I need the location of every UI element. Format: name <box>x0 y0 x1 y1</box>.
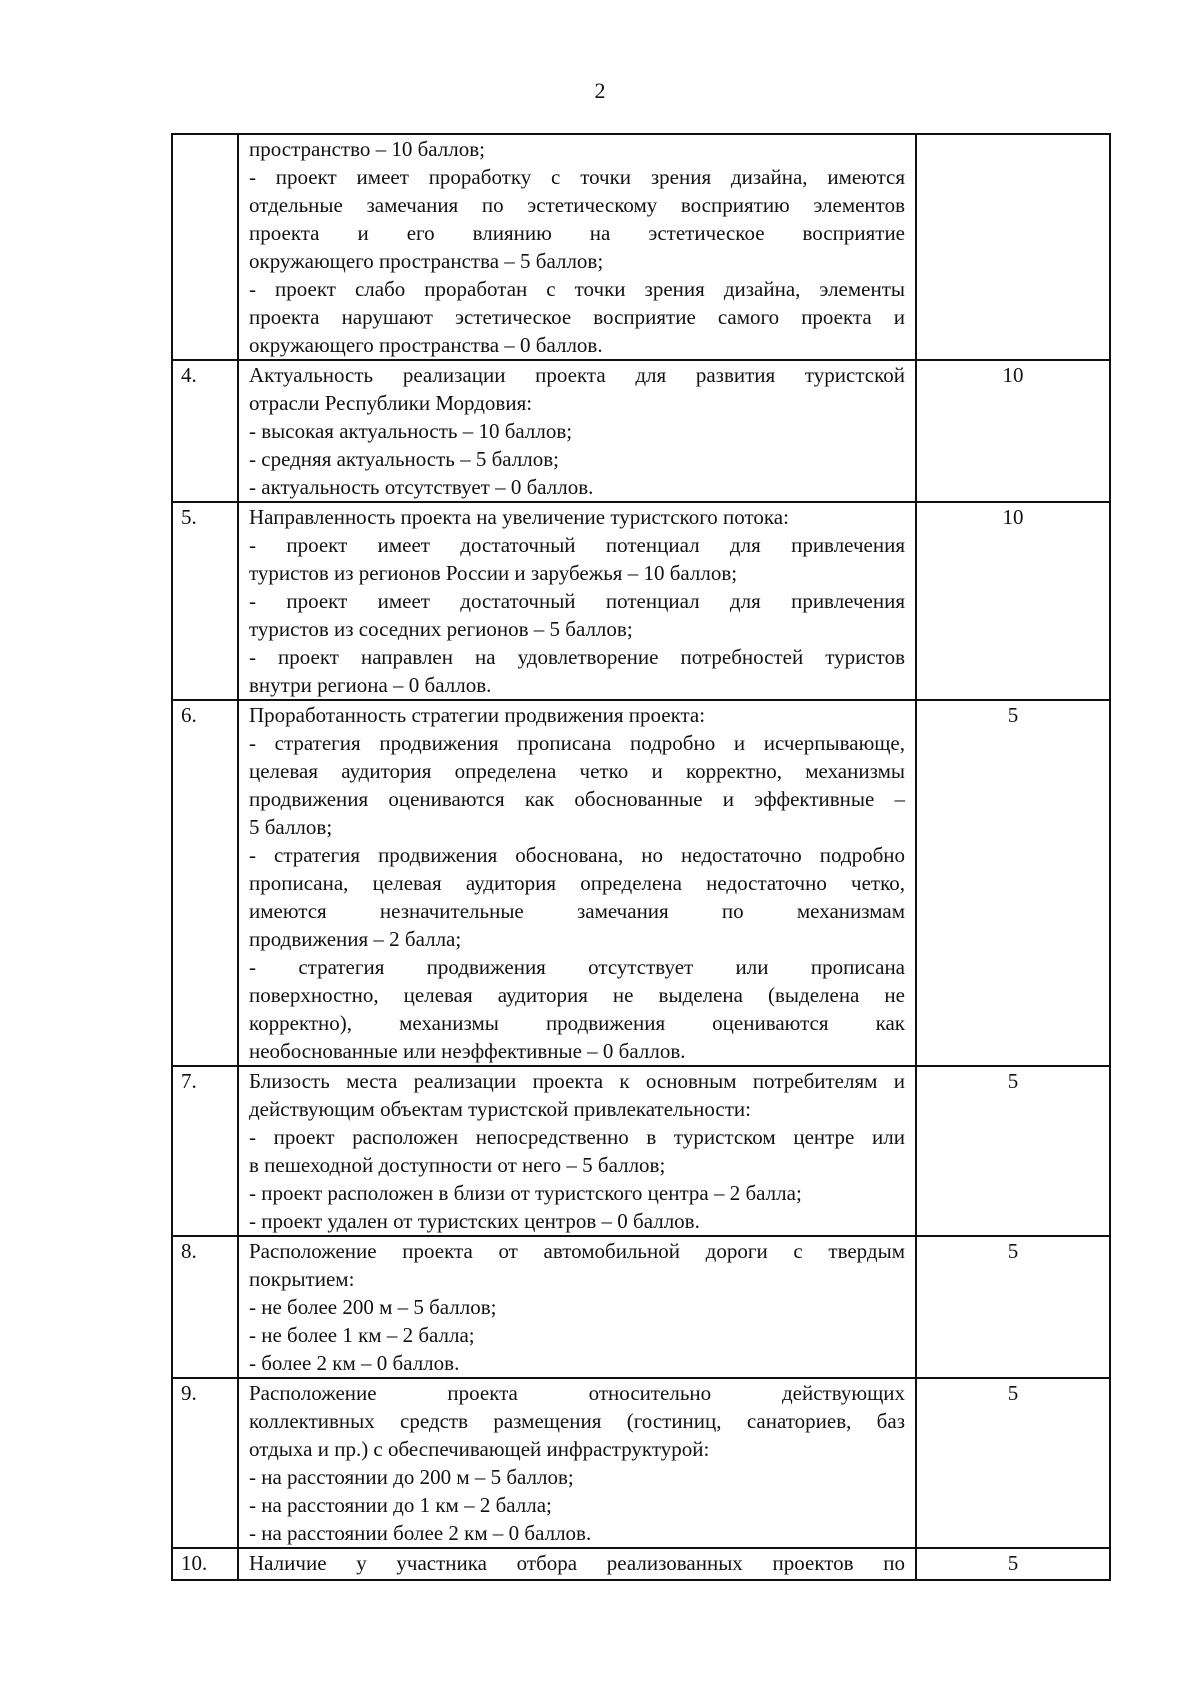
criterion-line: Проработанность стратегии продвижения проекта: <box>249 703 706 727</box>
criterion-number: 4. <box>172 360 238 502</box>
criterion-description <box>238 502 916 700</box>
criterion-line: - проект расположен непосредственно в туристском центре или <box>249 1125 905 1149</box>
criterion-line: пространство – 10 баллов; <box>249 137 485 161</box>
criterion-line: отдельные замечания по эстетическому восприятию элементов <box>249 193 905 217</box>
table-row <box>172 1548 1110 1580</box>
criterion-line: - стратегия продвижения обоснована, но недостаточно подробно <box>249 843 905 867</box>
criterion-number: 6. <box>172 700 238 1066</box>
criterion-line: целевая аудитория определена четко и корректно, механизмы <box>249 759 905 783</box>
max-score <box>916 134 1110 360</box>
criterion-line: отдыха и пр.) с обеспечивающей инфраструктурой: <box>249 1437 710 1461</box>
criterion-description <box>238 1548 916 1580</box>
criteria-table <box>171 133 1111 1581</box>
criterion-line: - на расстоянии до 200 м – 5 баллов; <box>249 1465 574 1489</box>
criterion-line: внутри региона – 0 баллов. <box>249 673 492 697</box>
table-row <box>172 502 1110 700</box>
criterion-number <box>172 134 238 360</box>
table-row <box>172 700 1110 1066</box>
criterion-line: - проект имеет достаточный потенциал для привлечения <box>249 589 905 613</box>
criterion-line: продвижения оцениваются как обоснованные и эффективные – <box>249 787 905 811</box>
criterion-line: продвижения – 2 балла; <box>249 927 462 951</box>
max-score: 10 <box>916 360 1110 502</box>
criterion-line: Актуальность реализации проекта для развития туристской <box>249 363 905 387</box>
criterion-line: - проект слабо проработан с точки зрения дизайна, элементы <box>249 277 905 301</box>
criteria-table-body <box>172 134 1110 1580</box>
criterion-line: - стратегия продвижения прописана подробно и исчерпывающе, <box>249 731 905 755</box>
criterion-line: - на расстоянии до 1 км – 2 балла; <box>249 1493 552 1517</box>
criterion-description <box>238 134 916 360</box>
criterion-line: Наличие у участника отбора реализованных проектов по <box>249 1551 905 1575</box>
criterion-line: отрасли Республики Мордовия: <box>249 391 533 415</box>
criterion-line: туристов из регионов России и зарубежья – 10 баллов; <box>249 561 738 585</box>
criterion-line: - не более 1 км – 2 балла; <box>249 1323 475 1347</box>
criterion-line: - проект расположен в близи от туристского центра – 2 балла; <box>249 1181 802 1205</box>
criterion-line: - более 2 км – 0 баллов. <box>249 1351 460 1375</box>
criterion-description <box>238 360 916 502</box>
max-score: 5 <box>916 1378 1110 1548</box>
table-row <box>172 1066 1110 1236</box>
criterion-line: в пешеходной доступности от него – 5 баллов; <box>249 1153 666 1177</box>
criterion-description <box>238 1378 916 1548</box>
max-score: 10 <box>916 502 1110 700</box>
criterion-number: 7. <box>172 1066 238 1236</box>
criterion-line: проекта и его влиянию на эстетическое восприятие <box>249 221 905 245</box>
table-row <box>172 134 1110 360</box>
criterion-line: - не более 200 м – 5 баллов; <box>249 1295 497 1319</box>
criterion-line: - проект имеет проработку с точки зрения дизайна, имеются <box>249 165 905 189</box>
criterion-number: 8. <box>172 1236 238 1378</box>
criterion-line: проекта нарушают эстетическое восприятие самого проекта и <box>249 305 905 329</box>
criterion-line: действующим объектам туристской привлекательности: <box>249 1097 751 1121</box>
criterion-description <box>238 1236 916 1378</box>
criterion-line: 5 баллов; <box>249 815 333 839</box>
criterion-line: туристов из соседних регионов – 5 баллов; <box>249 617 633 641</box>
criterion-line: - проект имеет достаточный потенциал для привлечения <box>249 533 905 557</box>
max-score: 5 <box>916 1066 1110 1236</box>
criterion-description <box>238 1066 916 1236</box>
criterion-line: - стратегия продвижения отсутствует или прописана <box>249 955 905 979</box>
table-row <box>172 1378 1110 1548</box>
criterion-line: - актуальность отсутствует – 0 баллов. <box>249 475 594 499</box>
table-row <box>172 360 1110 502</box>
criterion-line: Направленность проекта на увеличение туристского потока: <box>249 505 789 529</box>
criterion-line: - на расстоянии более 2 км – 0 баллов. <box>249 1521 592 1545</box>
page-number: 2 <box>594 78 606 103</box>
criterion-line: корректно), механизмы продвижения оцениваются как <box>249 1011 905 1035</box>
criterion-line: - проект удален от туристских центров – 0 баллов. <box>249 1209 700 1233</box>
criterion-line: поверхностно, целевая аудитория не выделена (выделена не <box>249 983 905 1007</box>
criterion-line: необоснованные или неэффективные – 0 баллов. <box>249 1039 686 1063</box>
criterion-line: окружающего пространства – 5 баллов; <box>249 249 604 273</box>
criterion-line: - проект направлен на удовлетворение потребностей туристов <box>249 645 905 669</box>
criterion-line: имеются незначительные замечания по механизмам <box>249 899 905 923</box>
criterion-line: - высокая актуальность – 10 баллов; <box>249 419 573 443</box>
criterion-line: окружающего пространства – 0 баллов. <box>249 333 603 357</box>
criterion-line: - средняя актуальность – 5 баллов; <box>249 447 560 471</box>
criterion-line: Расположение проекта от автомобильной дороги с твердым <box>249 1239 905 1263</box>
max-score: 5 <box>916 1236 1110 1378</box>
table-row <box>172 1236 1110 1378</box>
criterion-line: Расположение проекта относительно действующих <box>249 1381 905 1405</box>
criterion-number: 9. <box>172 1378 238 1548</box>
criterion-line: покрытием: <box>249 1267 355 1291</box>
max-score: 5 <box>916 1548 1110 1580</box>
criterion-description <box>238 700 916 1066</box>
max-score: 5 <box>916 700 1110 1066</box>
criterion-number: 5. <box>172 502 238 700</box>
criterion-number: 10. <box>172 1548 238 1580</box>
criterion-line: Близость места реализации проекта к основным потребителям и <box>249 1069 905 1093</box>
criterion-line: коллективных средств размещения (гостиниц, санаториев, баз <box>249 1409 905 1433</box>
criterion-line: прописана, целевая аудитория определена недостаточно четко, <box>249 871 905 895</box>
